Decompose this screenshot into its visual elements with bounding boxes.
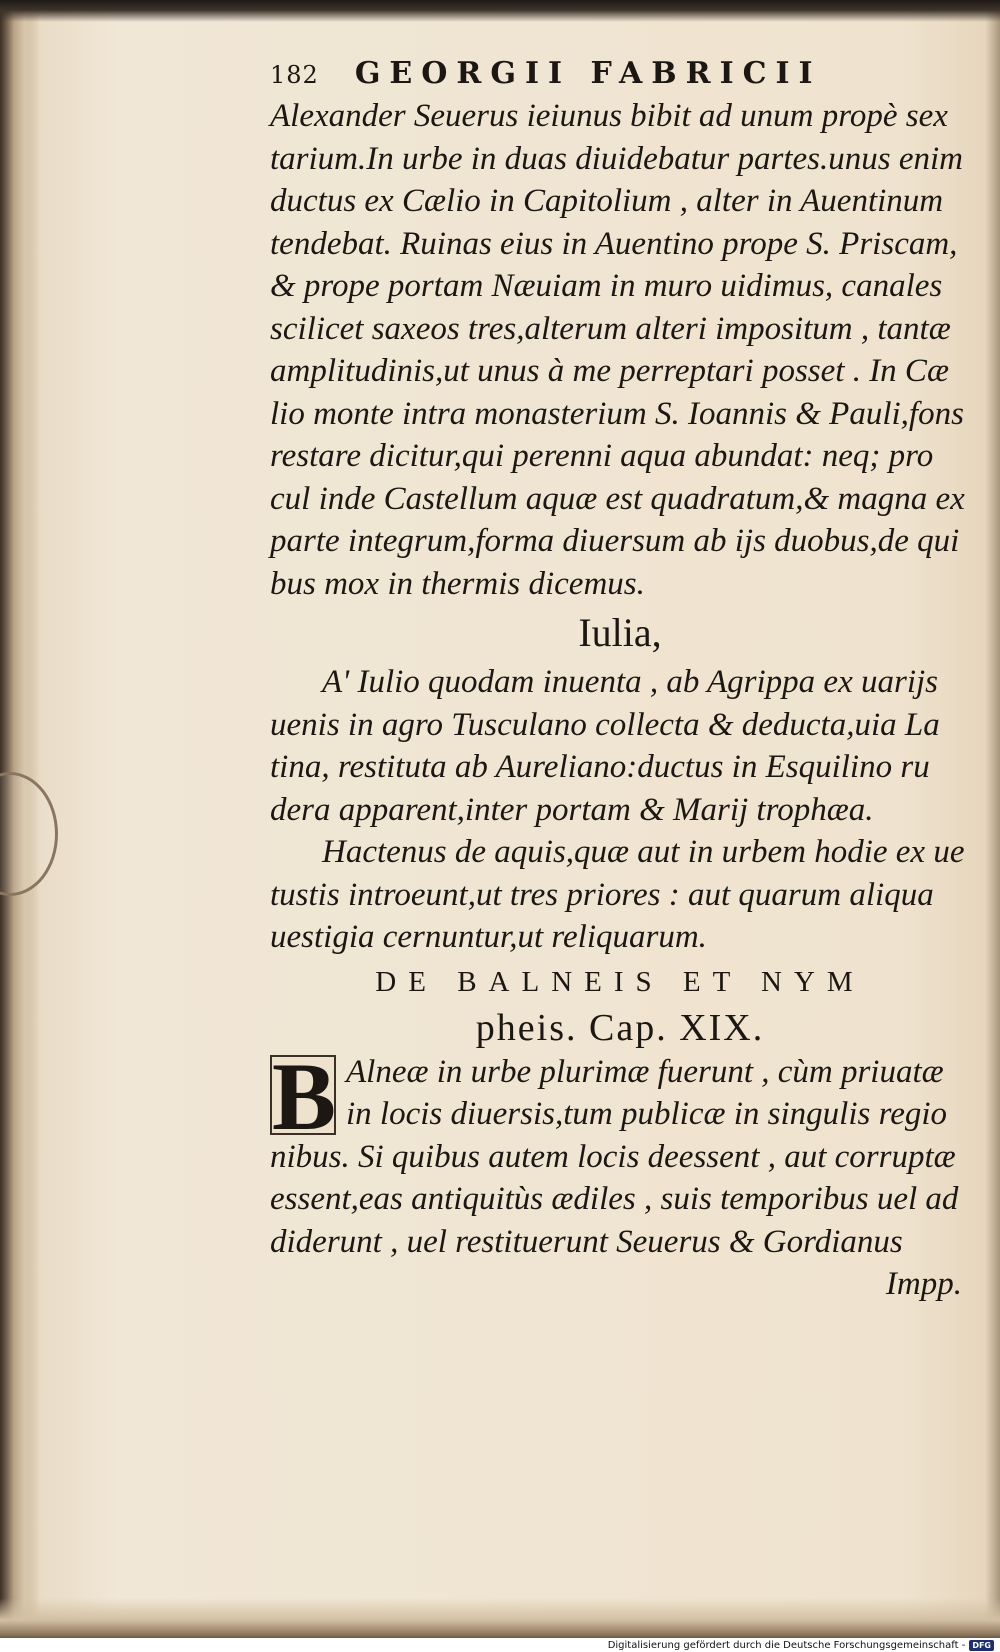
dfg-logo-icon: DFG <box>969 1640 994 1651</box>
text-line: Alneæ in urbe plurimæ fuerunt , cùm priuatæ <box>346 1053 944 1090</box>
text-line: diderunt , uel restituerunt Seuerus & Gordianus <box>270 1223 903 1260</box>
page-clasp-loop <box>0 772 58 896</box>
footer-credit: Digitalisierung gefördert durch die Deutsche Forschungsgemeinschaft - <box>607 1639 966 1651</box>
page-number: 182 <box>270 61 319 89</box>
text-line: tustis introeunt,ut tres priores : aut quarum aliqua <box>270 876 934 913</box>
text-line: ductus ex Cælio in Capitolium , alter in Auentinum <box>270 183 944 219</box>
text-line: & prope portam Næuiam in muro uidimus, canales <box>270 268 943 304</box>
paragraph-iulia <box>270 661 970 831</box>
text-line: essent,eas antiquitùs ædiles , suis temporibus uel ad <box>270 1181 959 1217</box>
text-line: uenis in agro Tusculano collecta & deducta,uia La <box>270 706 940 743</box>
digitization-footer <box>0 1638 1000 1652</box>
text-line: Alexander Seuerus ieiunus bibit ad unum propè sex <box>270 98 948 134</box>
top-edge-shadow <box>0 0 1000 22</box>
text-line: cul inde Castellum aquæ est quadratum,& magna ex <box>270 480 965 517</box>
text-line: nibus. Si quibus autem locis deessent , aut corruptæ <box>270 1138 956 1175</box>
paragraph-balneae <box>270 1042 970 1306</box>
text-line: Hactenus de aquis,quæ aut in urbem hodie ex ue <box>322 834 965 870</box>
running-head: GEORGII FABRICII <box>354 56 822 91</box>
chapter-title-line-1: DE BALNEIS ET NYM <box>375 965 865 998</box>
text-line: uestigia cernuntur,ut reliquarum. <box>270 919 707 955</box>
text-line: restare dicitur,qui perenni aqua abundat: neq; pro <box>270 438 934 474</box>
text-line: tina, restituta ab Aureliano:ductus in Esquilino ru <box>270 749 930 785</box>
drop-cap-initial: B <box>272 1042 337 1150</box>
text-line: A' Iulio quodam inuenta , ab Agrippa ex uarijs <box>322 664 938 700</box>
catchword: Impp. <box>885 1266 962 1302</box>
paragraph-hactenus <box>270 831 970 959</box>
text-line: bus mox in thermis dicemus. <box>270 565 645 602</box>
drop-cap-block <box>270 1042 970 1150</box>
chapter-title <box>270 959 970 1051</box>
text-line: in locis diuersis,tum publicæ in singulis regio <box>346 1096 948 1132</box>
text-line: amplitudinis,ut unus à me perreptari posset . In Cæ <box>270 353 949 389</box>
page-header <box>270 56 970 91</box>
text-line: lio monte intra monasterium S. Ioannis & Pauli,fons <box>270 395 964 432</box>
text-line: tendebat. Ruinas eius in Auentino prope S. Priscam, <box>270 225 958 262</box>
paragraph-aqua-claudia <box>270 95 970 605</box>
page-text-block <box>270 56 970 1306</box>
chapter-title-line-2: pheis. Cap. XIX. <box>475 1006 765 1049</box>
text-line: scilicet saxeos tres,alterum alteri impositum , tantæ <box>270 310 951 347</box>
text-line: parte integrum,forma diuersum ab ijs duobus,de qui <box>270 523 960 559</box>
bottom-edge-shadow <box>0 1598 1000 1638</box>
text-line: tarium.In urbe in duas diuidebatur partes.unus enim <box>270 140 963 177</box>
text-line: dera apparent,inter portam & Marij trophæa. <box>270 791 874 828</box>
section-heading-iulia: Iulia, <box>578 610 662 655</box>
